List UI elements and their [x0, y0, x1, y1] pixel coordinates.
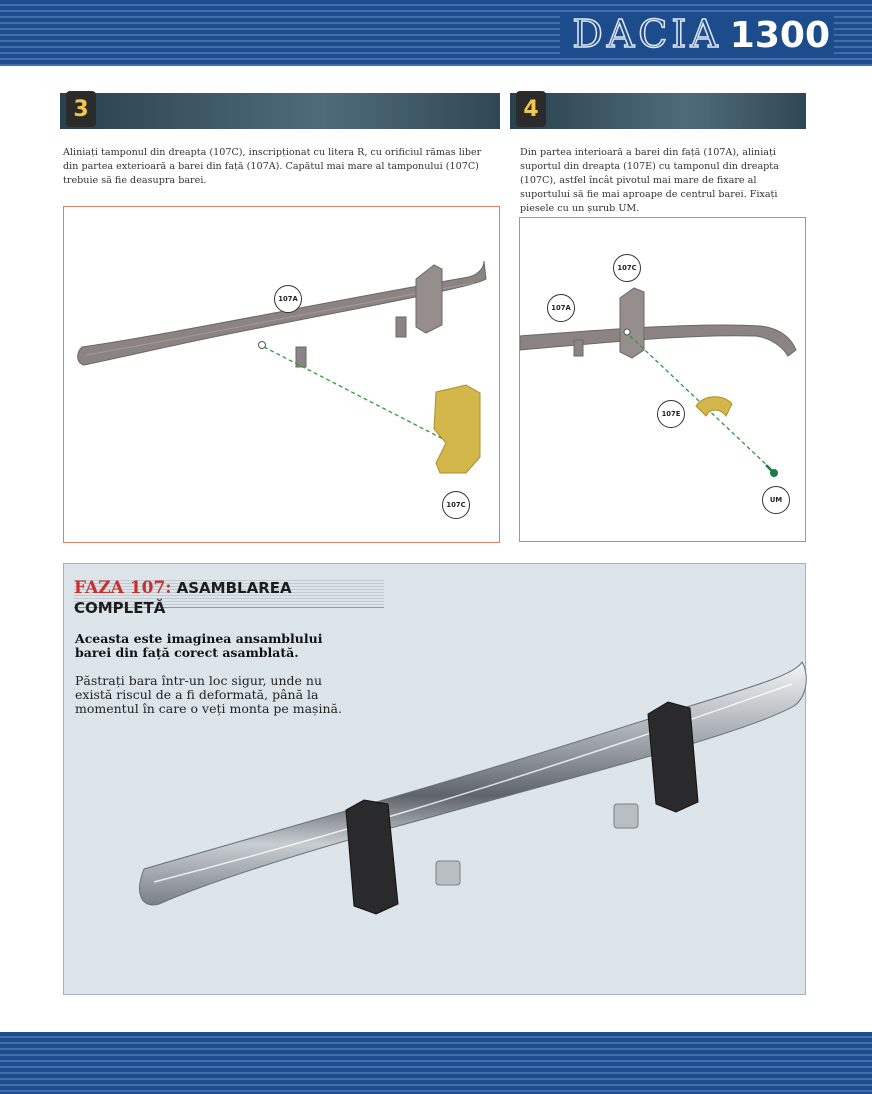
callout-107e: 107E [657, 400, 685, 428]
step-4-text: Din partea interioară a barei din față (107A), aliniați suportul din dreapta (107E) cu tamponul din dreapta (107C), astfel încât pivotul mai mare de fixare al suportului să fie mai aproape de centrul barei. Fixați piesele cu un șurub UM. [520, 147, 779, 214]
step-3-figure [63, 206, 500, 543]
callout-107a: 107A [547, 294, 575, 322]
brand-logo [560, 12, 834, 56]
step-3-text: Aliniați tamponul din dreapta (107C), inscripționat cu litera R, cu orificiul rămas liber din partea exterioară a barei din față (107A). Capătul mai mare al tamponului (107C) trebuie să fie deasupra barei. [63, 147, 482, 186]
final-assembly-box [63, 563, 806, 995]
final-note-text: Păstrați bara într-un loc sigur, unde nu există riscul de a fi deformată, până la momentul în care o veți monta pe mașină. [75, 673, 342, 716]
step-3-number: 3 [66, 91, 96, 127]
step-3-header [60, 93, 500, 129]
callout-107c: 107C [442, 491, 470, 519]
phase-title: ASAMBLAREA COMPLETĂ [74, 579, 292, 617]
step-4-number: 4 [516, 91, 546, 127]
header-band [0, 0, 872, 66]
phase-label: FAZA 107: [74, 578, 172, 598]
brand-name: DACIA [572, 12, 722, 56]
footer-band [0, 1032, 872, 1094]
callout-107c: 107C [613, 254, 641, 282]
callout-um: UM [762, 486, 790, 514]
callout-107a: 107A [274, 285, 302, 313]
final-lead-text: Aceasta este imaginea ansamblului barei din față corect asamblată. [75, 631, 323, 660]
step-3-illustration [64, 207, 500, 543]
step-4-figure [519, 217, 806, 542]
assembled-bumper-illustration [64, 564, 807, 996]
brand-model: 1300 [729, 15, 830, 56]
step-4-header [510, 93, 806, 129]
